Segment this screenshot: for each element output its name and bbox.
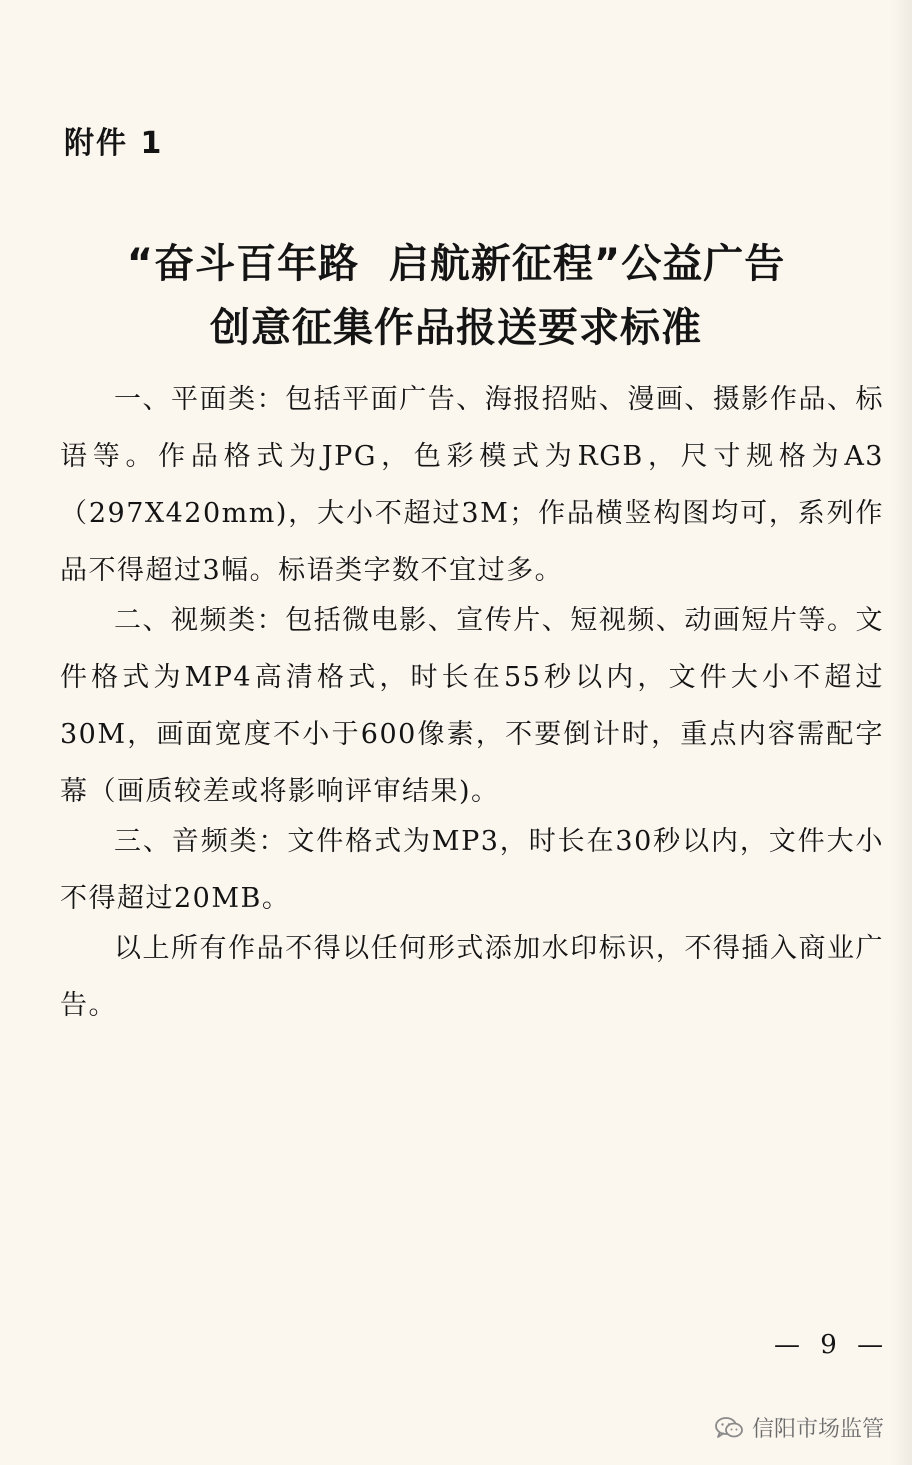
- wechat-icon: [714, 1416, 744, 1440]
- attachment-label: 附件 1: [64, 126, 164, 161]
- document-title-line-2: 创意征集作品报送要求标准: [210, 305, 702, 351]
- document-title-line-1: “奋斗百年路 启航新征程”公益广告: [126, 241, 786, 287]
- page-edge-shadow: [890, 0, 912, 1465]
- paragraph-print-category: 一、平面类：包括平面广告、海报招贴、漫画、摄影作品、标语等。作品格式为JPG，色彩模式为RGB，尺寸规格为A3（297X420mm)，大小不超过3M；作品横竖构图均可，系列作品不得超过3幅。标语类字数不宜过多。: [60, 384, 884, 586]
- paragraph-video-category: 二、视频类：包括微电影、宣传片、短视频、动画短片等。文件格式为MP4高清格式，时长在55秒以内，文件大小不超过30M，画面宽度不小于600像素，不要倒计时，重点内容需配字幕（画质较差或将影响评审结果)。: [60, 605, 884, 807]
- watermark-text: 信阳市场监管: [751, 1417, 884, 1442]
- paragraph-audio-category: 三、音频类：文件格式为MP3，时长在30秒以内，文件大小不得超过20MB。: [60, 826, 884, 914]
- source-watermark: [714, 1412, 884, 1443]
- paragraph-general-requirement: 以上所有作品不得以任何形式添加水印标识，不得插入商业广告。: [60, 933, 884, 1021]
- page-number: — 9 —: [774, 1330, 890, 1360]
